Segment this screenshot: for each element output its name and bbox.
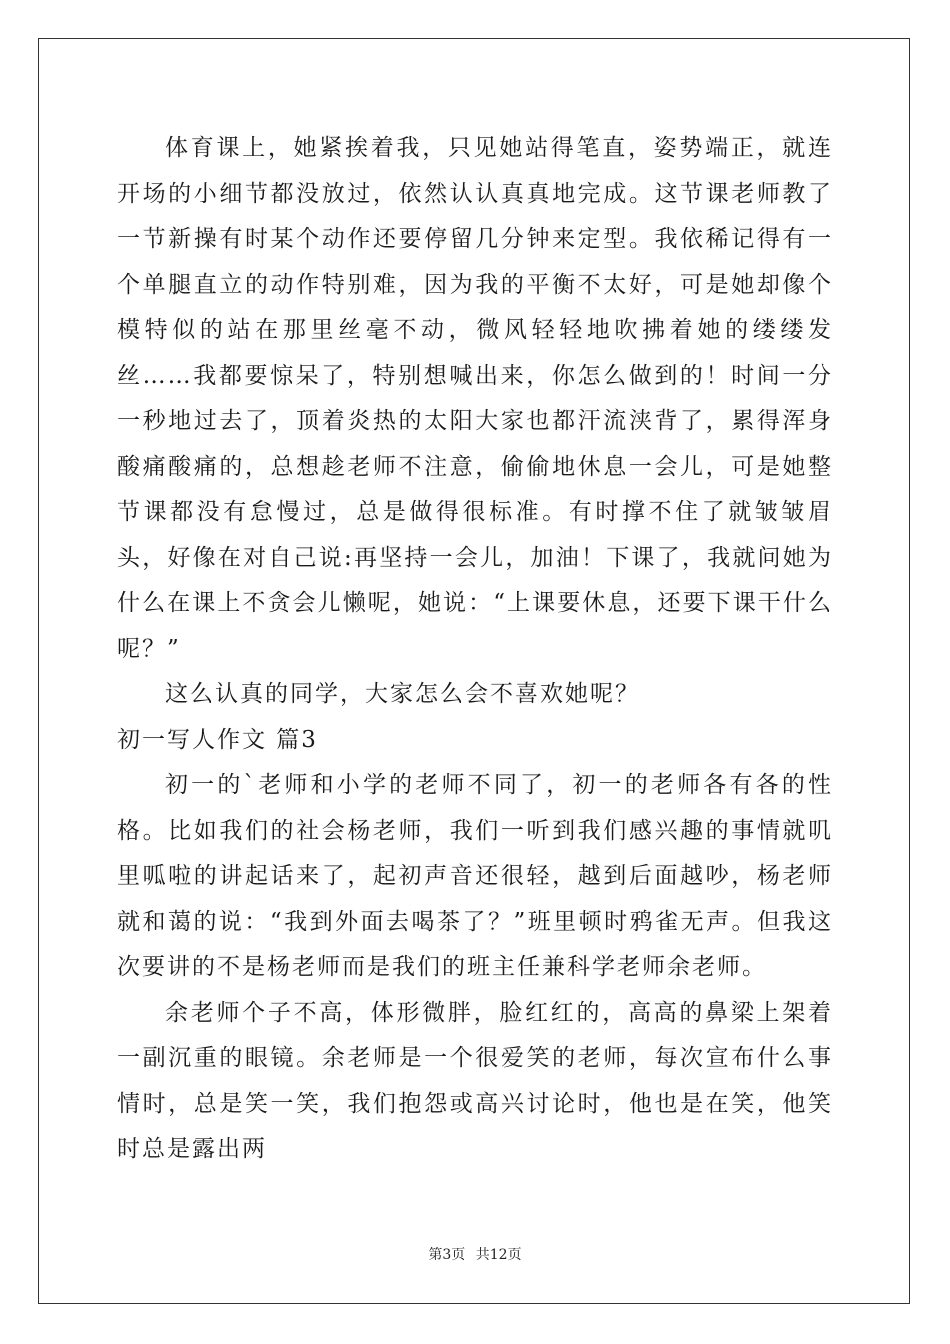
paragraph-pe-class: 体育课上，她紧挨着我，只见她站得笔直，姿势端正，就连开场的小细节都没放过，依然认认真真地完成。这节课老师教了一节新操有时某个动作还要停留几分钟来定型。我依稀记得有一个单腿直立的动作特别难，因为我的平衡不太好，可是她却像个模特似的站在那里丝毫不动，微风轻轻地吹拂着她的缕缕发丝……我都要惊呆了，特别想喊出来，你怎么做到的！时间一分一秒地过去了，顶着炎热的太阳大家也都汗流浃背了，累得浑身酸痛酸痛的，总想趁老师不注意，偷偷地休息一会儿，可是她整节课都没有怠慢过，总是做得很标准。有时撑不住了就皱皱眉头，好像在对自己说:再坚持一会儿，加油！下课了，我就问她为什么在课上不贪会儿懒呢，她说：“上课要休息，还要下课干什么呢？” bbox=[117, 135, 833, 662]
paragraph-teachers: 初一的`老师和小学的老师不同了，初一的老师各有各的性格。比如我们的社会杨老师，我们一听到我们感兴趣的事情就叽里呱啦的讲起话来了，起初声音还很轻，越到后面越吵，杨老师就和蔼的说：“我到外面去喝茶了？”班里顿时鸦雀无声。但我这次要讲的不是杨老师而是我们的班主任兼科学老师余老师。 bbox=[117, 772, 833, 980]
page-total: 共12页 bbox=[475, 1247, 522, 1263]
page-number: 第3页 bbox=[428, 1247, 466, 1263]
paragraph-conclusion: 这么认真的同学，大家怎么会不喜欢她呢？ bbox=[165, 681, 640, 707]
document-body bbox=[117, 126, 833, 1173]
section-heading: 初一写人作文 篇3 bbox=[117, 726, 318, 753]
paragraph-teacher-yu: 余老师个子不高，体形微胖，脸红红的，高高的鼻梁上架着一副沉重的眼镜。余老师是一个很爱笑的老师，每次宣布什么事情时，总是笑一笑，我们抱怨或高兴讨论时，他也是在笑，他笑时总是露出两 bbox=[117, 999, 833, 1162]
page-footer bbox=[0, 1244, 950, 1264]
